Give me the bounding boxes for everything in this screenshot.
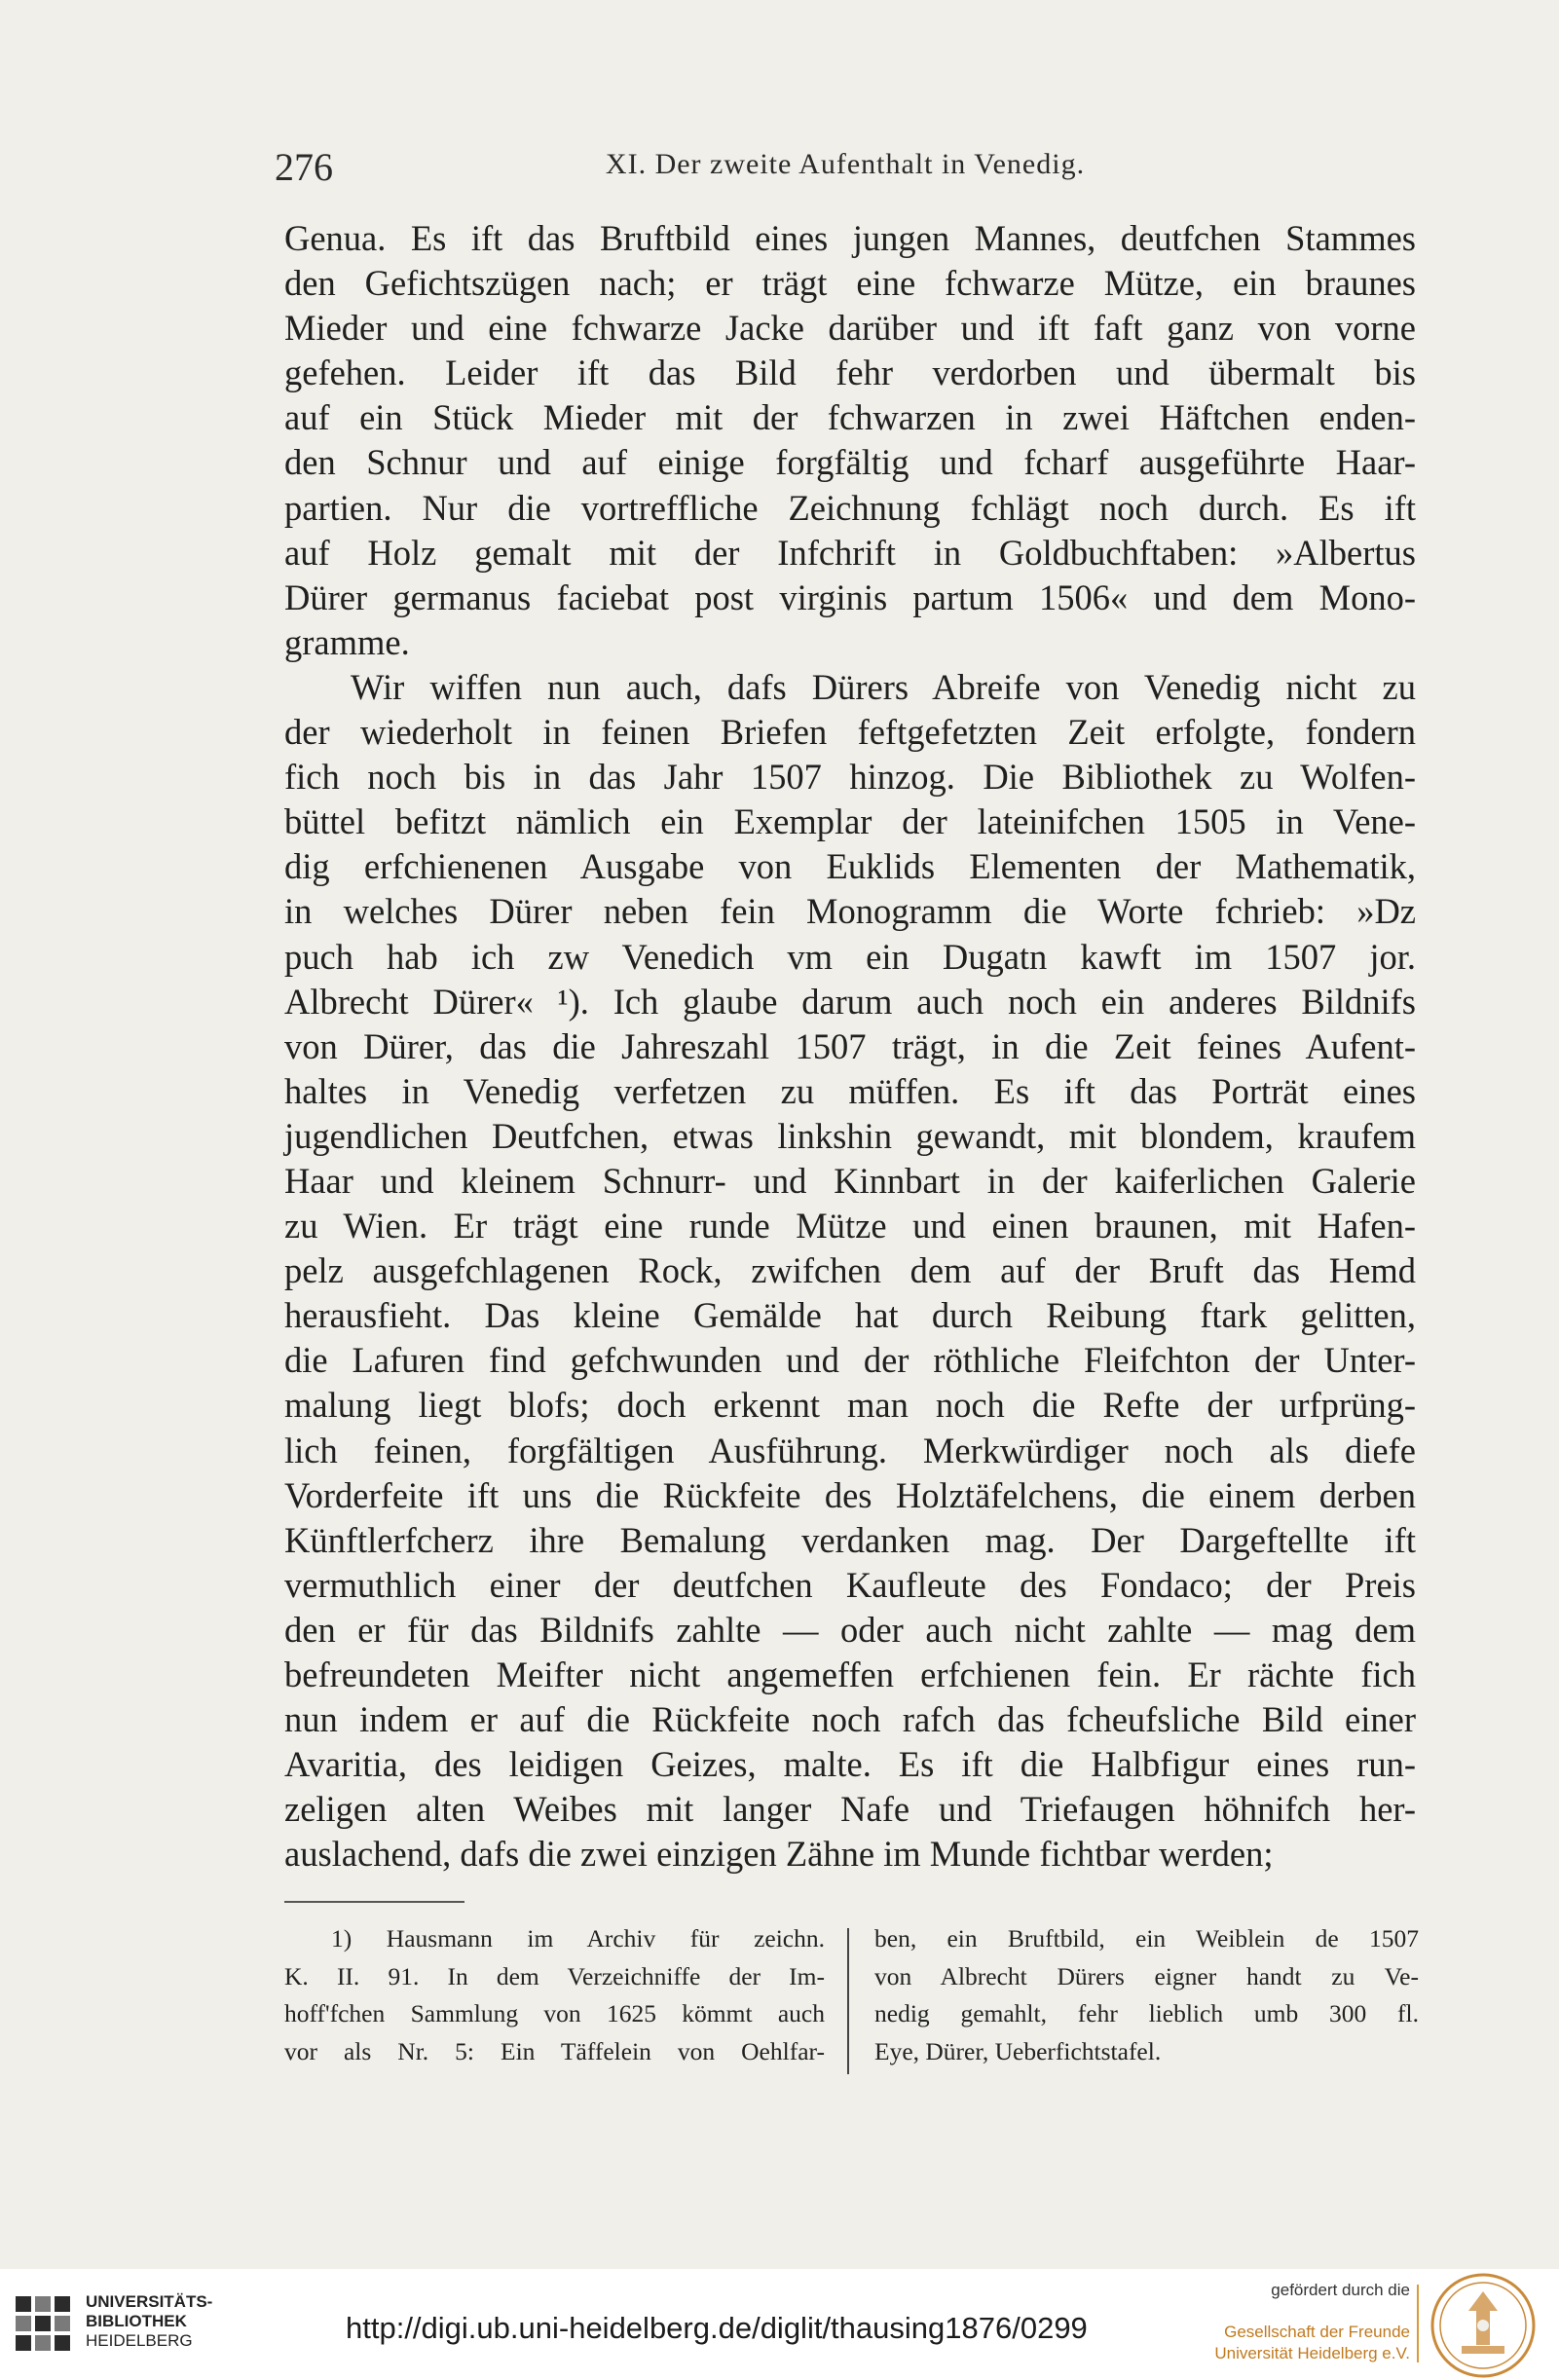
permalink-url[interactable]: http://digi.ub.uni-heidelberg.de/diglit/thausing1876/0299 [346,2311,1088,2345]
text-line: dig erfchienenen Ausgabe von Euklids Elementen der Mathematik, [284,846,1416,887]
text-line: Genua. Es ift das Bruftbild eines jungen Mannes, deutfchen Stammes [284,218,1416,258]
footnote-column-left [284,1920,825,2070]
sponsor-name-line2: Universität Heidelberg e.V. [1214,2344,1410,2362]
running-title: XI. Der zweite Aufenthalt in Venedig. [605,148,1086,180]
library-name [86,2292,212,2351]
text-line: büttel befitzt nämlich ein Exemplar der lateinifchen 1505 in Vene- [284,801,1416,842]
sponsor-name-line1: Gesellschaft der Freunde [1224,2323,1410,2341]
sponsor-intro: gefördert durch die [1271,2281,1410,2299]
sponsor-name[interactable] [1214,2322,1410,2364]
footnote-line: vor als Nr. 5: Ein Täffelein von Oehlfar- [284,2036,825,2065]
text-line: auf Holz gemalt mit der Infchrift in Goldbuchftaben: »Albertus [284,532,1416,573]
library-name-line2: BIBLIOTHEK [86,2312,187,2330]
text-line: Wir wiffen nun auch, dafs Dürers Abreife von Venedig nicht zu [351,666,1416,707]
sponsor-divider [1417,2285,1419,2362]
page-number: 276 [275,145,333,189]
text-line: nun indem er auf die Rückfeite noch rafch das fcheufsliche Bild einer [284,1699,1416,1740]
footnote-column-right [874,1920,1419,2070]
sponsor-block [1176,2279,1410,2372]
footnote-line: von Albrecht Dürers eigner handt zu Ve- [874,1961,1419,1990]
library-name-line3: HEIDELBERG [86,2331,193,2350]
text-line: Avaritia, des leidigen Geizes, malte. Es ift die Halbfigur eines run- [284,1744,1416,1785]
university-seal-icon [1429,2272,1537,2379]
footer-bar [0,2269,1559,2380]
text-line: den er für das Bildnifs zahlte — oder auch nicht zahlte — mag dem [284,1609,1416,1650]
text-line: Haar und kleinem Schnurr- und Kinnbart in der kaiferlichen Galerie [284,1160,1416,1201]
library-logo[interactable] [10,2281,213,2368]
text-line: vermuthlich einer der deutfchen Kaufleute des Fondaco; der Preis [284,1564,1416,1605]
text-line: befreundeten Meifter nicht angemeffen erfchienen fein. Er rächte fich [284,1655,1416,1694]
text-line: pelz ausgefchlagenen Rock, zwifchen dem auf der Bruft das Hemd [284,1250,1416,1291]
text-line: den Schnur und auf einige forgfältig und fcharf ausgeführte Haar- [284,442,1416,483]
text-line: zeligen alten Weibes mit langer Nafe und Triefaugen höhnifch her- [284,1789,1416,1830]
text-line: den Gefichtszügen nach; er trägt eine fchwarze Mütze, ein braunes [284,263,1416,304]
text-line: in welches Dürer neben fein Monogramm die Worte fchrieb: »Dz [284,891,1416,932]
text-line: Vorderfeite ift uns die Rückfeite des Holztäfelchens, die einem derben [284,1474,1416,1515]
text-line: zu Wien. Er trägt eine runde Mütze und einen braunen, mit Hafen- [284,1206,1416,1246]
text-line: fich noch bis in das Jahr 1507 hinzog. Die Bibliothek zu Wolfen- [284,757,1416,798]
footnote-column-divider [847,1928,849,2074]
text-line: herausfieht. Das kleine Gemälde hat durch Reibung ftark gelitten, [284,1295,1416,1336]
footnote-line: 1) Hausmann im Archiv für zeichn. [331,1924,825,1952]
footnote-line: K. II. 91. In dem Verzeichniffe der Im- [284,1961,825,1990]
text-line: malung liegt blofs; doch erkennt man noch die Refte der urfprüng- [284,1385,1416,1426]
text-line: auf ein Stück Mieder mit der fchwarzen in zwei Häftchen enden- [284,397,1416,438]
text-line: Albrecht Dürer« ¹). Ich glaube darum auch noch ein anderes Bildnifs [284,981,1416,1022]
text-line: jugendlichen Deutfchen, etwas linkshin gewandt, mit blondem, kraufem [284,1115,1416,1156]
text-line: der wiederholt in feinen Briefen feftgefetzten Zeit erfolgte, fondern [284,712,1416,753]
text-line: von Dürer, das die Jahreszahl 1507 trägt, in die Zeit feines Aufent- [284,1025,1416,1066]
text-line: Dürer germanus faciebat post virginis partum 1506« und dem Mono- [284,576,1416,617]
footnote-line: hoff'fchen Sammlung von 1625 kömmt auch [284,1999,825,2027]
text-line: Künftlerfcherz ihre Bemalung verdanken mag. Der Dargeftellte ift [284,1519,1416,1560]
ub-heidelberg-logo-icon [14,2290,72,2353]
footnote-rule [284,1901,464,1903]
text-line: auslachend, dafs die zwei einzigen Zähne im Munde fichtbar werden; [284,1834,1274,1875]
footnote-line: Eye, Dürer, Ueberfichtstafel. [874,2036,1162,2065]
text-line: Mieder und eine fchwarze Jacke darüber und ift faft ganz von vorne [284,308,1416,349]
footnotes [284,1920,1419,2081]
page-header [275,144,1416,193]
text-line: puch hab ich zw Venedich vm ein Dugatn kawft im 1507 jor. [284,936,1416,977]
body-text [284,216,1416,1877]
footnote-line: ben, ein Bruftbild, ein Weiblein de 1507 [874,1924,1419,1952]
text-line: gefehen. Leider ift das Bild fehr verdorben und übermalt bis [284,353,1416,393]
footnote-line: nedig gemahlt, fehr lieblich umb 300 fl. [874,1999,1419,2027]
text-line: die Lafuren find gefchwunden und der röthliche Fleifchton der Unter- [284,1340,1416,1381]
text-line: gramme. [284,621,410,662]
text-line: haltes in Venedig verfetzen zu müffen. Es ift das Porträt eines [284,1070,1416,1111]
text-line: partien. Nur die vortreffliche Zeichnung fchlägt noch durch. Es ift [284,487,1416,528]
text-line: lich feinen, forgfältigen Ausführung. Merkwürdiger noch als diefe [284,1430,1416,1470]
library-name-line1: UNIVERSITÄTS- [86,2292,213,2311]
